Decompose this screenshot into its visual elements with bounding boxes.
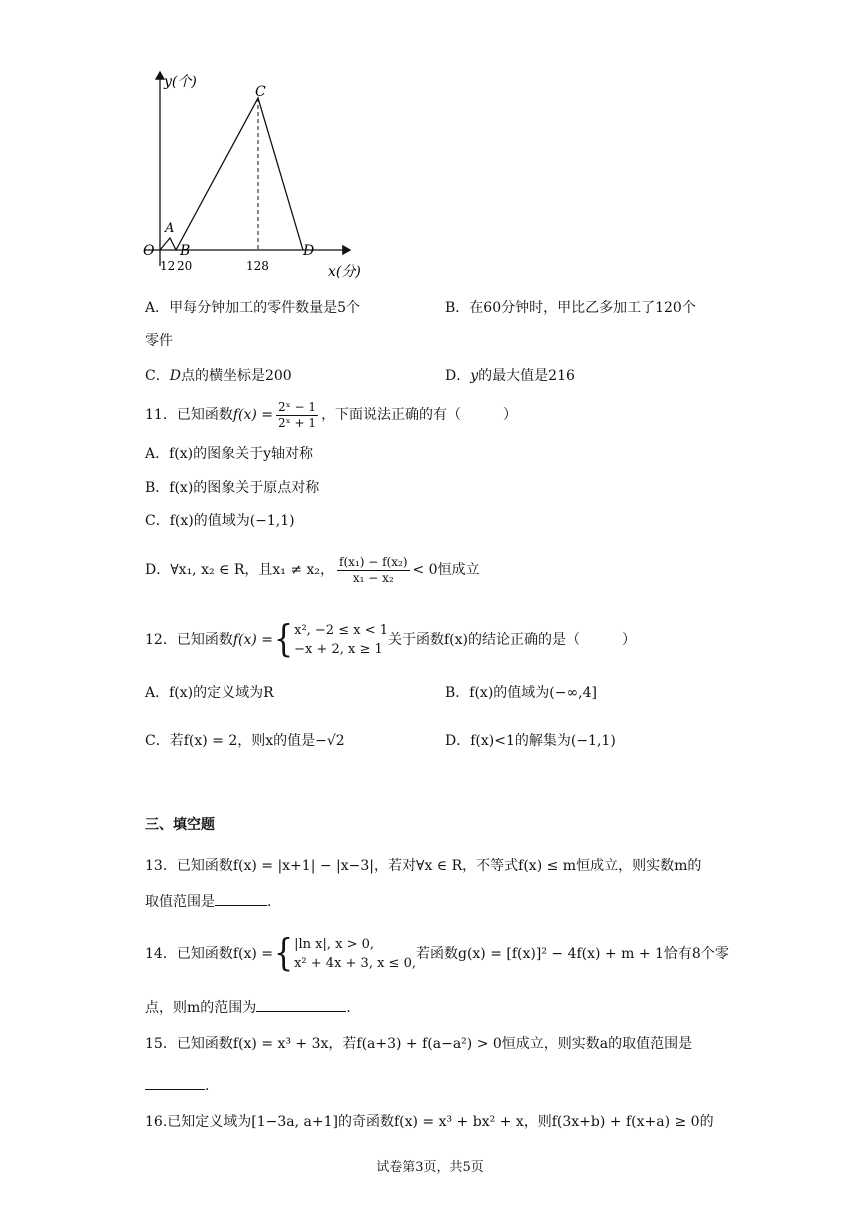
tick-20: 20 <box>177 259 193 273</box>
point-a-label: A <box>165 221 175 236</box>
q12-cases: x², −2 ≤ x < 1 −x + 2, x ≥ 1 <box>294 623 388 657</box>
section-title: 三、填空题 <box>145 817 215 833</box>
q13-line2: 取值范围是 . <box>145 891 271 912</box>
tick-12: 12 <box>160 259 176 273</box>
q11-option-a: A．f(x)的图象关于y轴对称 <box>145 446 314 462</box>
point-b-label: B <box>180 243 191 259</box>
q10-option-a: A．甲每分钟加工的零件数量是5个 <box>145 300 361 316</box>
q11-d-fraction: $\frac{\text{f(x₁) − f(x₂)}}{\text{x₁ − x₂}}$ <box>339 554 408 585</box>
origin-label: O <box>143 243 155 259</box>
q12-option-c: C．若f(x) = 2，则x的值是−√2 <box>145 733 345 749</box>
q15-line1: 15．已知函数f(x) = x³ + 3x，若f(a+3) + f(a−a²) > 0恒成立，则实数a的取值范围是 <box>145 1036 693 1052</box>
x-axis-label: x(分) <box>328 264 361 280</box>
point-c-label: C <box>255 84 266 100</box>
q11-fraction: $\frac{\text{2ˣ − 1}}{\text{2ˣ + 1}}$ <box>278 399 317 430</box>
page-footer: 试卷第3页，共5页 <box>376 1160 484 1175</box>
q15-blank <box>145 1075 205 1090</box>
point-d-label: D <box>303 243 315 259</box>
q10-option-d: D．y的最大值是216 <box>445 368 575 384</box>
q14-line1: 14．已知函数f(x) ={ |ln x|, x > 0, x² + 4x + 3, x ≤ 0, 若函数g(x) = [f(x)]² − 4f(x) + m + 1恰有8个零 <box>145 931 729 976</box>
q11-option-d: D．∀x₁, x₂ ∈ R，且x₁ ≠ x₂， $\frac{\text{f(x₁) − f(x₂)}}{\text{x₁ − x₂}}$ < 0恒成立 <box>145 554 480 585</box>
q11-option-c: C．f(x)的值域为(−1,1) <box>145 513 295 529</box>
q12-stem: 12．已知函数f(x) ={ x², −2 ≤ x < 1 −x + 2, x ≥ 1 关于函数f(x)的结论正确的是（ ） <box>145 617 636 662</box>
graph-line <box>160 98 303 250</box>
q13-line1: 13．已知函数f(x) = |x+1| − |x−3|，若对∀x ∈ R，不等式f(x) ≤ m恒成立，则实数m的 <box>145 858 702 874</box>
y-axis-label: y(个) <box>164 74 197 90</box>
q12-option-b: B．f(x)的值域为(−∞,4] <box>445 685 597 701</box>
function-graph <box>140 66 380 286</box>
q11-option-b: B．f(x)的图象关于原点对称 <box>145 480 320 496</box>
q14-cases: |ln x|, x > 0, x² + 4x + 3, x ≤ 0, <box>294 937 416 971</box>
q14-line2: 点，则m的范围为 . <box>145 997 351 1018</box>
q10-option-b: B．在60分钟时，甲比乙多加工了120个 <box>445 300 696 316</box>
q10-option-b-cont: 零件 <box>145 333 173 349</box>
q14-blank <box>256 997 346 1012</box>
q15-line2: . <box>145 1075 209 1096</box>
q12-option-d: D．f(x)<1的解集为(−1,1) <box>445 733 616 749</box>
q10-option-c: C．D点的横坐标是200 <box>145 368 292 384</box>
q12-option-a: A．f(x)的定义域为R <box>145 685 274 701</box>
q16-line1: 16.已知定义域为[1−3a, a+1]的奇函数f(x) = x³ + bx² + x，则f(3x+b) + f(x+a) ≥ 0的 <box>145 1114 714 1130</box>
q12-brace: { <box>274 617 294 662</box>
q11-stem: 11．已知函数f(x) = $\frac{\text{2ˣ − 1}}{\text{2ˣ + 1}}$ ，下面说法正确的有（ ） <box>145 399 518 430</box>
tick-128: 128 <box>246 259 269 273</box>
q14-brace: { <box>274 931 294 976</box>
q13-blank <box>215 891 267 906</box>
